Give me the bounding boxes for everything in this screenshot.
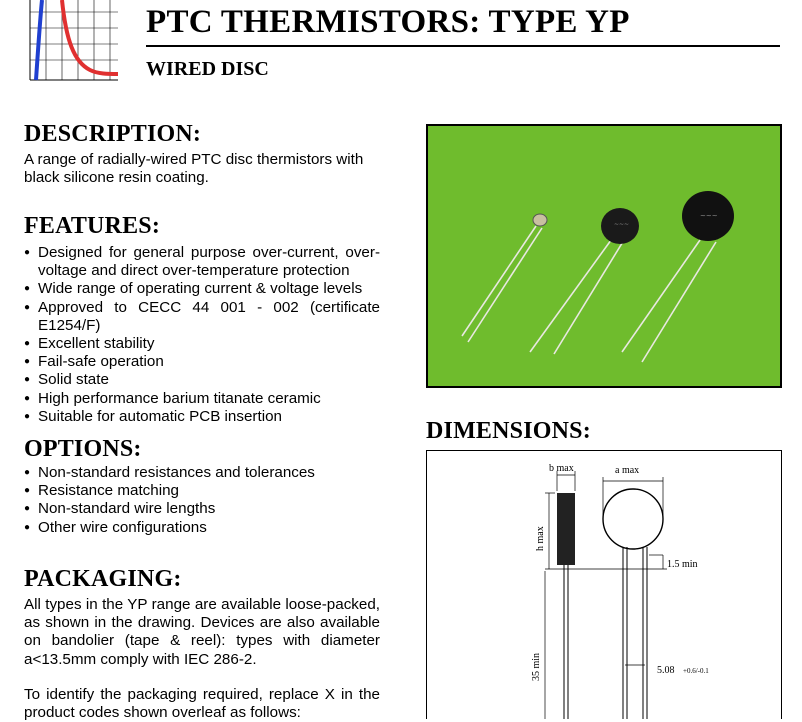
page-title: PTC THERMISTORS: TYPE YP bbox=[146, 4, 630, 40]
label-b-max: b max bbox=[549, 463, 574, 474]
svg-text:~~~: ~~~ bbox=[614, 221, 630, 228]
list-item: ● Wide range of operating current & voltage levels bbox=[24, 280, 380, 298]
options-list bbox=[24, 464, 380, 537]
list-item: ● Resistance matching bbox=[24, 482, 380, 500]
product-photo bbox=[426, 124, 782, 388]
label-pitch-tolerance: +0.6/-0.1 bbox=[683, 667, 709, 675]
list-item: ● Fail-safe operation bbox=[24, 353, 380, 371]
svg-text:~~~: ~~~ bbox=[700, 212, 718, 220]
list-item: ● Other wire configurations bbox=[24, 519, 380, 537]
label-min-gap: 1.5 min bbox=[667, 559, 698, 570]
page-subtitle: WIRED DISC bbox=[146, 58, 269, 80]
list-item: ● Non-standard resistances and tolerances bbox=[24, 464, 380, 482]
title-rule bbox=[146, 45, 780, 47]
ptc-curve-logo bbox=[22, 0, 120, 84]
label-h-max: h max bbox=[535, 526, 546, 551]
list-item: ● Designed for general purpose over-current, over-voltage and direct over-temperature protection bbox=[24, 244, 380, 280]
features-list bbox=[24, 244, 380, 426]
list-item: ● High performance barium titanate ceramic bbox=[24, 390, 380, 408]
packaging-text: All types in the YP range are available loose-packed, as shown in the drawing. Devices are also available on bandolier (tape & reel): types with diameter a<13.5mm comply with IEC 286-2. bbox=[24, 596, 380, 668]
packaging-heading: PACKAGING: bbox=[24, 566, 182, 592]
packaging-code-text: To identify the packaging required, replace X in the product codes shown overleaf as follows: bbox=[24, 686, 380, 722]
description-heading: DESCRIPTION: bbox=[24, 121, 202, 147]
dimensions-heading: DIMENSIONS: bbox=[426, 418, 591, 444]
description-text: A range of radially-wired PTC disc thermistors with black silicone resin coating. bbox=[24, 151, 364, 187]
list-item: ● Suitable for automatic PCB insertion bbox=[24, 408, 380, 426]
options-heading: OPTIONS: bbox=[24, 436, 142, 462]
dimensions-drawing bbox=[426, 450, 782, 719]
label-a-max: a max bbox=[615, 465, 640, 476]
features-heading: FEATURES: bbox=[24, 213, 161, 239]
list-item: ● Non-standard wire lengths bbox=[24, 500, 380, 518]
list-item: ● Solid state bbox=[24, 371, 380, 389]
label-pitch: 5.08 bbox=[657, 665, 675, 676]
list-item: ● Approved to CECC 44 001 - 002 (certificate E1254/F) bbox=[24, 299, 380, 335]
label-length: 35 min bbox=[531, 652, 542, 681]
list-item: ● Excellent stability bbox=[24, 335, 380, 353]
